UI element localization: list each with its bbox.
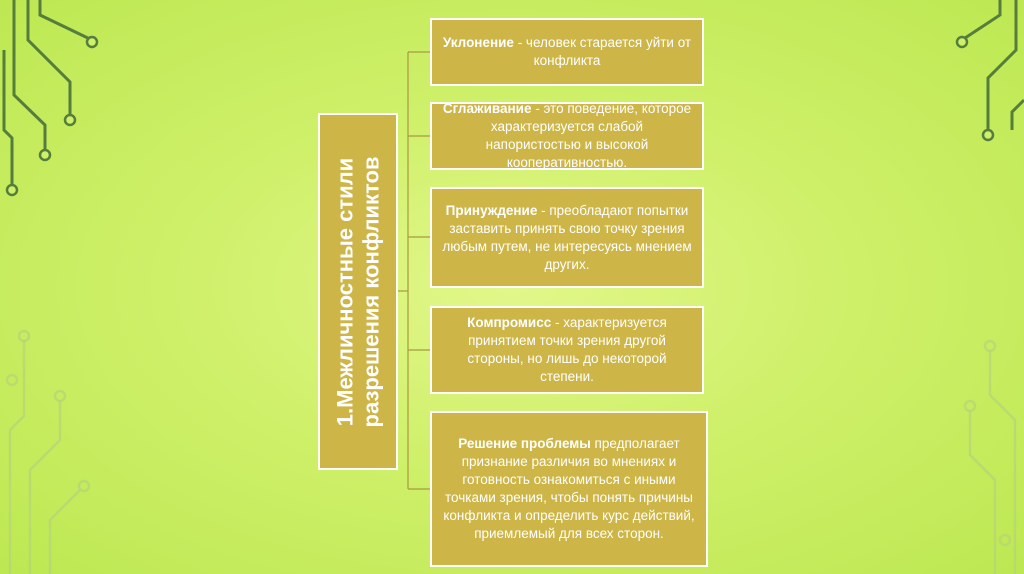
style-term: Компромисс [467,315,552,330]
style-box-coercion [430,187,704,288]
style-definition: - характеризуется принятием точки зрения другой стороны, но лишь до некоторой степени. [467,315,667,384]
root-title-line1: 1.Межличностные стили [332,157,357,426]
box-text [442,100,692,172]
style-definition: предполагает признание различия во мнениях и готовность ознакомиться с иными точками зрения, чтобы понять причины конфликта и определить курс действий, приемлемый для всех сторон. [443,436,695,541]
style-box-problem-solving [430,411,708,567]
style-box-compromise [430,306,704,394]
style-term: Решение проблемы [458,436,591,451]
root-title-line2: разрешения конфликтов [358,156,383,427]
box-text [442,202,692,274]
diagram-root-title [332,156,384,427]
style-term: Уклонение [442,35,514,50]
style-definition: - преобладают попытки заставить принять свою точку зрения любым путем, не интересуясь мнением других. [442,202,692,272]
box-text [442,34,692,70]
style-definition: - это поведение, которое характеризуется слабой напористостью и высокой кооперативностью. [485,101,692,170]
style-term: Сглаживание [442,101,532,116]
style-definition: - человек старается уйти от конфликта [513,35,692,68]
style-box-smoothing [430,102,704,170]
box-text [442,435,696,543]
box-text [442,314,692,386]
style-box-avoidance [430,18,704,86]
diagram-root-box [318,113,398,470]
style-term: Принуждение [445,202,538,218]
